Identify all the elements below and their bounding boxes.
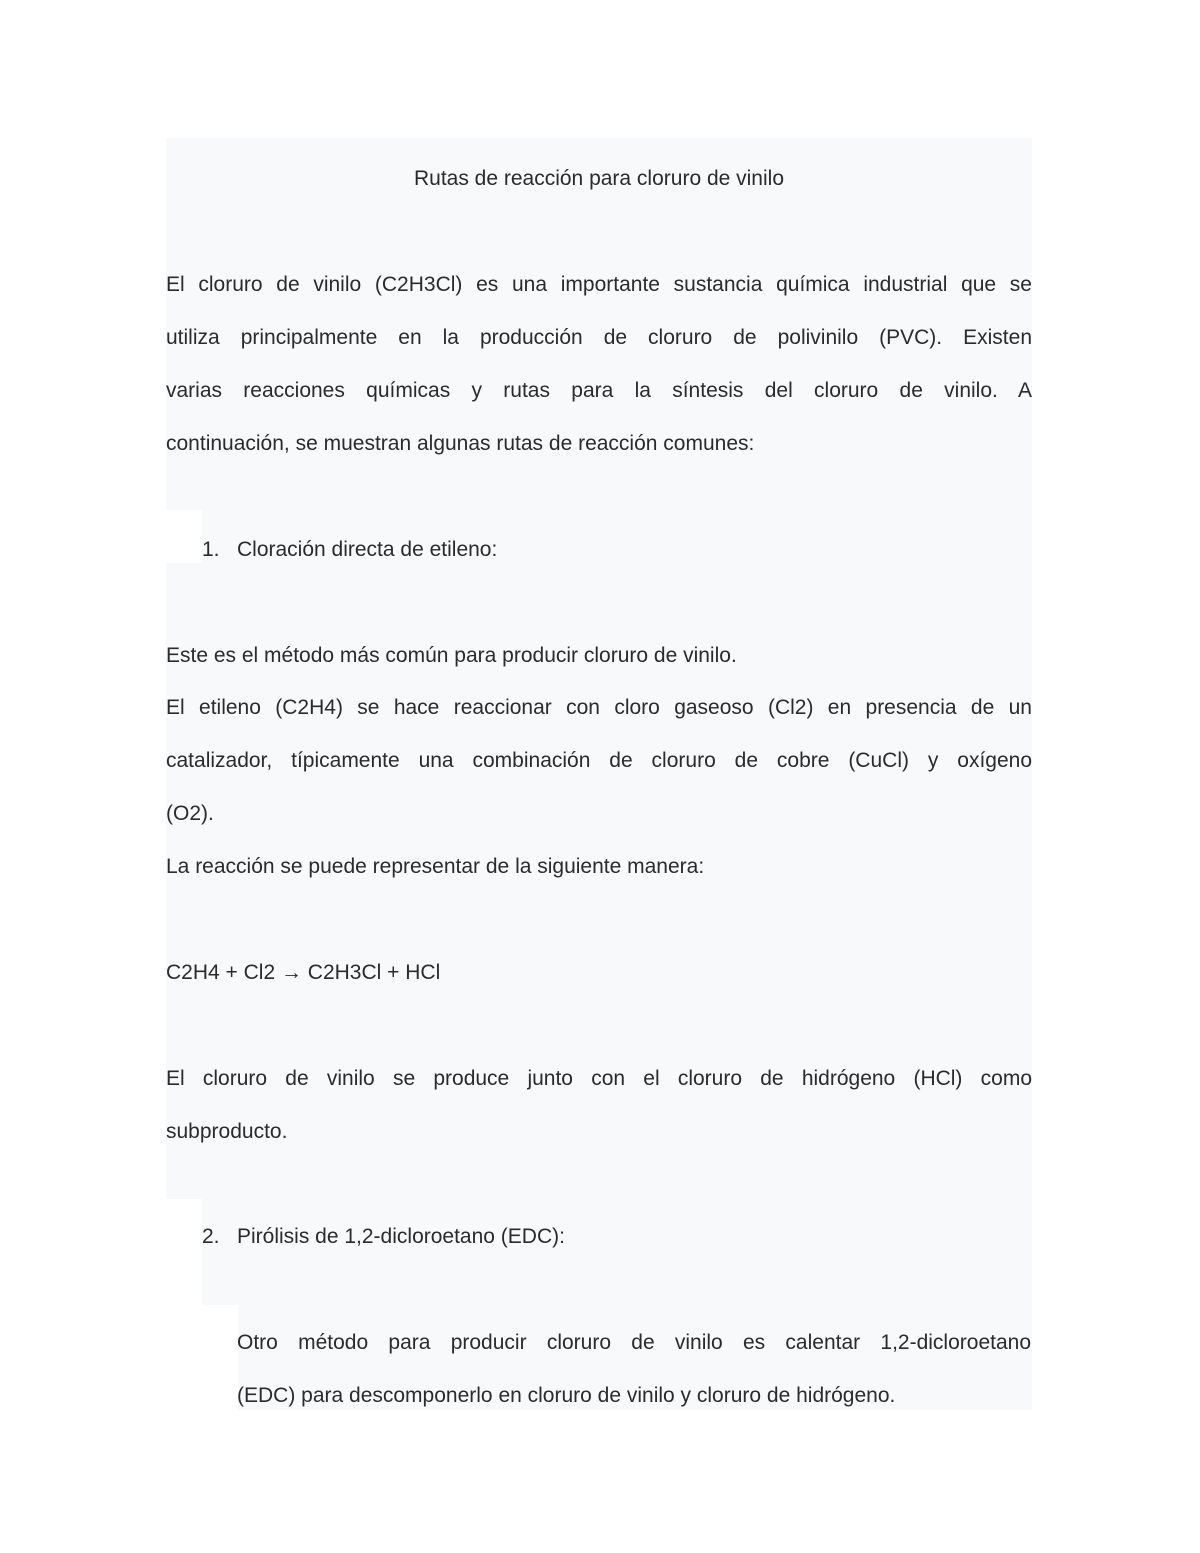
intro-line: continuación, se muestran algunas rutas de reacción comunes: [166, 432, 755, 455]
route-heading: Pirólisis de 1,2-dicloroetano (EDC): [237, 1225, 565, 1248]
route-paragraph-line: subproducto. [166, 1120, 288, 1143]
intro-line: utiliza principalmente en la producción de cloruro de polivinilo (PVC). Existen [166, 326, 1032, 349]
document-title: Rutas de reacción para cloruro de vinilo [413, 167, 785, 190]
route-paragraph-line: Otro método para producir cloruro de vinilo es calentar 1,2-dicloroetano [237, 1331, 1031, 1354]
route-paragraph-line: El etileno (C2H4) se hace reaccionar con cloro gaseoso (Cl2) en presencia de un [166, 696, 1032, 719]
chemical-equation: C2H4 + Cl2 → C2H3Cl + HCl [166, 961, 441, 984]
route-paragraph-line: (EDC) para descomponerlo en cloruro de vinilo y cloruro de hidrógeno. [237, 1384, 896, 1407]
intro-line: varias reacciones químicas y rutas para la síntesis del cloruro de vinilo. A [166, 379, 1032, 402]
route-paragraph-line: (O2). [166, 802, 214, 825]
route-paragraph-line: La reacción se puede representar de la siguiente manera: [166, 855, 705, 878]
route-paragraph-line: Este es el método más común para producir cloruro de vinilo. [166, 644, 737, 667]
text-block-background-item2 [202, 1199, 1032, 1305]
route-paragraph-line: catalizador, típicamente una combinación de cloruro de cobre (CuCl) y oxígeno [166, 749, 1032, 772]
intro-line: El cloruro de vinilo (C2H3Cl) es una importante sustancia química industrial que se [166, 273, 1032, 296]
route-paragraph-line: El cloruro de vinilo se produce junto con el cloruro de hidrógeno (HCl) como [166, 1067, 1032, 1090]
list-number: 1. [202, 538, 220, 561]
list-number: 2. [202, 1225, 220, 1248]
route-heading: Cloración directa de etileno: [237, 538, 498, 561]
